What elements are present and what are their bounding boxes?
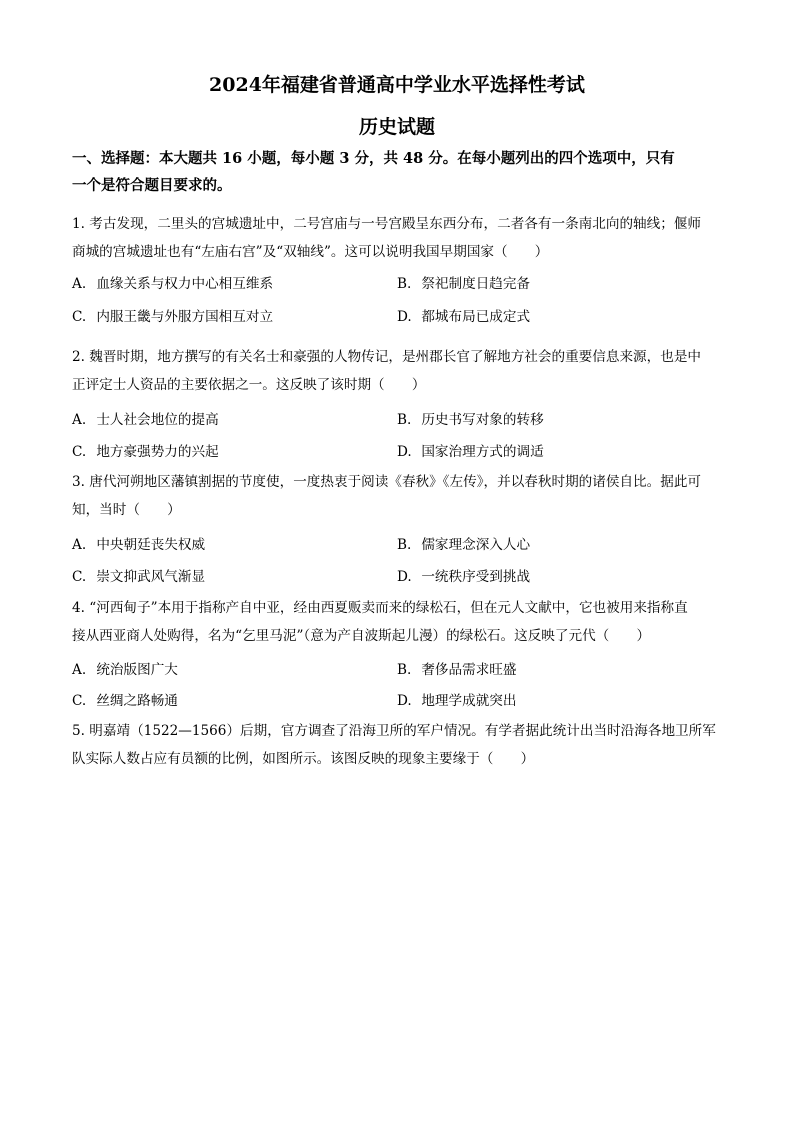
question-line: 接从西亚商人处购得，名为“乞里马泥”（意为产自波斯起儿漫）的绿松石。这反映了元代（ ） <box>72 628 651 644</box>
option-b[interactable] <box>397 410 544 430</box>
question-line: 5. 明嘉靖（1522—1566）后期，官方调查了沿海卫所的军户情况。有学者据此统计出当时沿海各地卫所军 <box>72 723 716 739</box>
option-b[interactable] <box>397 535 530 555</box>
question-line: 1. 考古发现，二里头的宫城遗址中，二号宫庙与一号宫殿呈东西分布，二者各有一条南北向的轴线；偃师 <box>72 216 702 232</box>
option-a[interactable] <box>72 535 205 555</box>
option-c[interactable] <box>72 442 219 462</box>
option-d[interactable] <box>397 691 516 711</box>
option-text: 儒家理念深入人心 <box>421 537 531 553</box>
question-line: 知，当时（ ） <box>72 502 181 518</box>
option-letter: A. <box>72 412 87 428</box>
option-letter: B. <box>397 276 412 292</box>
section-heading-line: 一、选择题：本大题共 16 小题，每小题 3 分，共 48 分。在每小题列出的四个选项中，只有 <box>72 150 675 167</box>
question-line: 队实际人数占应有员额的比例，如图所示。该图反映的现象主要缘于（ ） <box>72 751 535 767</box>
option-a[interactable] <box>72 410 219 430</box>
page-title: 2024年福建省普通高中学业水平选择性考试 <box>209 74 585 96</box>
option-letter: C. <box>72 444 87 460</box>
option-text: 中央朝廷丧失权威 <box>96 537 206 553</box>
option-letter: B. <box>397 662 412 678</box>
question-5 <box>72 717 727 773</box>
section-heading <box>72 145 724 199</box>
question-2 <box>72 343 727 399</box>
option-text: 一统秩序受到挑战 <box>421 569 531 585</box>
option-text: 统治版图广大 <box>96 662 178 678</box>
question-line: 4. “河西甸子”本用于指称产自中亚，经由西夏贩卖而来的绿松石，但在元人文献中，它也被用来指称直 <box>72 600 688 616</box>
option-letter: C. <box>72 569 87 585</box>
question-line: 正评定士人资品的主要依据之一。这反映了该时期（ ） <box>72 377 426 393</box>
option-b[interactable] <box>397 660 516 680</box>
page-subtitle: 历史试题 <box>358 116 435 138</box>
option-text: 都城布局已成定式 <box>421 309 531 325</box>
option-b[interactable] <box>397 274 530 294</box>
question-4 <box>72 594 727 650</box>
option-letter: D. <box>397 693 412 709</box>
option-text: 历史书写对象的转移 <box>421 412 544 428</box>
option-letter: C. <box>72 693 87 709</box>
option-text: 丝绸之路畅通 <box>96 693 178 709</box>
option-letter: D. <box>397 569 412 585</box>
option-c[interactable] <box>72 567 205 587</box>
section-heading-line: 一个是符合题目要求的。 <box>72 177 232 194</box>
option-text: 祭祀制度日趋完备 <box>421 276 531 292</box>
option-text: 士人社会地位的提高 <box>96 412 219 428</box>
option-letter: B. <box>397 412 412 428</box>
option-c[interactable] <box>72 691 178 711</box>
option-letter: A. <box>72 276 87 292</box>
option-text: 地理学成就突出 <box>421 693 517 709</box>
option-letter: D. <box>397 444 412 460</box>
option-text: 地方豪强势力的兴起 <box>96 444 219 460</box>
option-text: 崇文抑武风气渐显 <box>96 569 206 585</box>
option-text: 国家治理方式的调适 <box>421 444 544 460</box>
option-letter: C. <box>72 309 87 325</box>
option-c[interactable] <box>72 307 273 327</box>
option-d[interactable] <box>397 307 530 327</box>
option-d[interactable] <box>397 567 530 587</box>
question-line: 2. 魏晋时期，地方撰写的有关名士和豪强的人物传记，是州郡长官了解地方社会的重要信息来源，也是中 <box>72 349 702 365</box>
question-3 <box>72 468 727 524</box>
option-text: 奢侈品需求旺盛 <box>421 662 517 678</box>
option-letter: A. <box>72 537 87 553</box>
option-text: 血缘关系与权力中心相互维系 <box>96 276 274 292</box>
question-1 <box>72 210 727 266</box>
question-line: 商城的宫城遗址也有“左庙右宫”及“双轴线”。这可以说明我国早期国家（ ） <box>72 244 549 260</box>
option-a[interactable] <box>72 274 273 294</box>
option-letter: A. <box>72 662 87 678</box>
option-letter: B. <box>397 537 412 553</box>
option-letter: D. <box>397 309 412 325</box>
option-a[interactable] <box>72 660 178 680</box>
question-line: 3. 唐代河朔地区藩镇割据的节度使，一度热衷于阅读《春秋》《左传》，并以春秋时期的诸侯自比。据此可 <box>72 474 701 490</box>
option-text: 内服王畿与外服方国相互对立 <box>96 309 274 325</box>
option-d[interactable] <box>397 442 544 462</box>
